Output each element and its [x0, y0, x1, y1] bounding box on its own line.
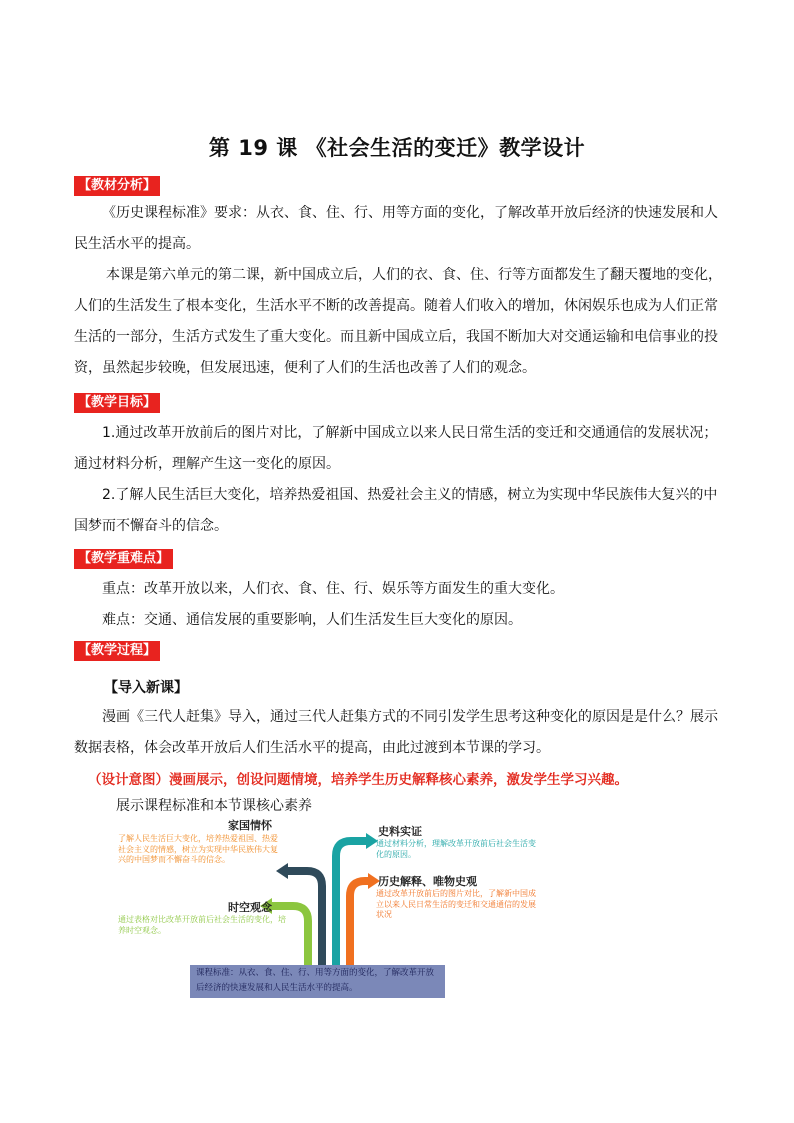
core-literacy-diagram: [110, 816, 550, 1006]
section-tag-key-points: 【教学重难点】: [74, 549, 173, 569]
text-interpretation: 通过改革开放前后的图片对比，了解新中国成立以来人民日常生活的变迁和交通通信的发展状况: [376, 889, 536, 919]
page-title: 第 19 课 《社会生活的变迁》教学设计: [208, 136, 586, 160]
label-family-country: 家国情怀: [228, 819, 272, 832]
difficult-point: 难点：交通、通信发展的重要影响，人们生活发生巨大变化的原因。: [102, 612, 522, 628]
text-evidence: 通过材料分析，理解改革开放前后社会生活变化的原因。: [376, 839, 536, 859]
key-point: 重点：改革开放以来，人们衣、食、住、行、娱乐等方面发生的重大变化。: [102, 581, 564, 597]
paragraph-intro: 漫画《三代人赶集》导入，通过三代人赶集方式的不同引发学生思考这种变化的原因是是什么？展示数据表格，体会改革开放后人们生活水平的提高，由此过渡到本节课的学习。: [74, 709, 718, 756]
curriculum-standard-box: 课程标准：从衣、食、住、行、用等方面的变化，了解改革开放后经济的快速发展和人民生活水平的提高。: [190, 965, 445, 998]
arrow-orange: [350, 881, 370, 966]
diagram-caption: 展示课程标准和本节课核心素养: [116, 798, 312, 814]
text-family-country: 了解人民生活巨大变化，培养热爱祖国、热爱社会主义的情感，树立为实现中华民族伟大复兴的中国梦而不懈奋斗的信念。: [118, 834, 278, 864]
paragraph-curriculum-standard: 《历史课程标准》要求：从衣、食、住、行、用等方面的变化，了解改革开放后经济的快速发展和人民生活水平的提高。: [74, 205, 718, 252]
section-tag-process: 【教学过程】: [74, 641, 160, 661]
label-time-space: 时空观念: [228, 901, 272, 914]
text-time-space: 通过表格对比改革开放前后社会生活的变化，培养时空观念。: [118, 915, 286, 935]
subheading-intro: 【导入新课】: [104, 680, 188, 696]
goal-item-2: 2.了解人民生活巨大变化，培养热爱祖国、热爱社会主义的情感，树立为实现中华民族伟大复兴的中国梦而不懈奋斗的信念。: [74, 487, 718, 534]
goal-item-1: 1.通过改革开放前后的图片对比，了解新中国成立以来人民日常生活的变迁和交通通信的发展状况；通过材料分析，理解产生这一变化的原因。: [74, 425, 718, 472]
paragraph-lesson-overview: 本课是第六单元的第二课，新中国成立后，人们的衣、食、住、行等方面都发生了翻天覆地的变化，人们的生活发生了根本变化，生活水平不断的改善提高。随着人们收入的增加，休闲娱乐也成为人们正常生活的一部分，生活方式发生了重大变化。而且新中国成立后，我国不断加大对交通运输和电信事业的投资，虽然起步较晚，但发展迅速，便利了人们的生活也改善了人们的观念。: [74, 267, 722, 376]
label-evidence: 史料实证: [378, 825, 422, 838]
design-intent: （设计意图）漫画展示，创设问题情境，培养学生历史解释核心素养，激发学生学习兴趣。: [88, 772, 628, 788]
label-interpretation: 历史解释、唯物史观: [378, 875, 477, 888]
section-tag-material-analysis: 【教材分析】: [74, 176, 160, 196]
section-tag-goals: 【教学目标】: [74, 393, 160, 413]
